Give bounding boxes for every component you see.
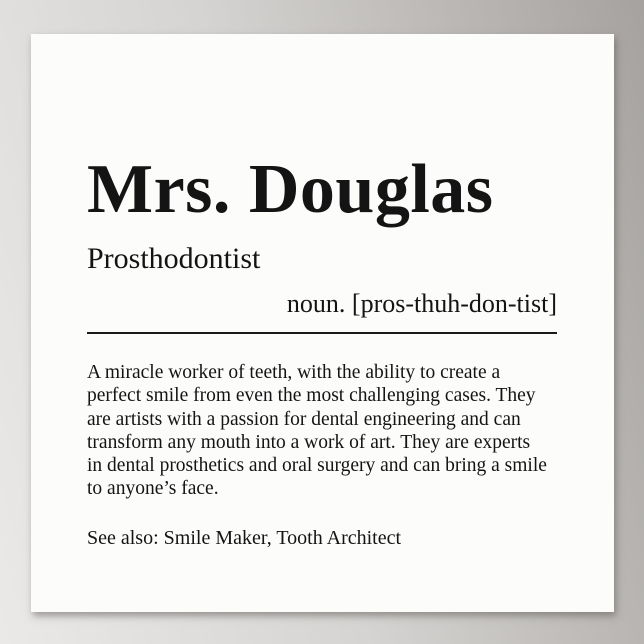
see-also-text: See also: Smile Maker, Tooth Architect bbox=[87, 527, 402, 549]
definition-poster bbox=[31, 34, 614, 612]
poster-subtitle: Prosthodontist bbox=[87, 242, 261, 275]
definition-line: are artists with a passion for dental engineering and can bbox=[87, 408, 521, 430]
pronunciation-text: noun. [pros-thuh-don-tist] bbox=[286, 289, 557, 318]
definition-line: in dental prosthetics and oral surgery and can bring a smile bbox=[87, 455, 547, 477]
poster-title: Mrs. Douglas bbox=[87, 151, 494, 228]
definition-line: to anyone’s face. bbox=[87, 478, 219, 500]
definition-line: transform any mouth into a work of art. They are experts bbox=[87, 431, 531, 453]
definition-line: perfect smile from even the most challenging cases. They bbox=[87, 385, 536, 407]
divider-rule bbox=[87, 332, 557, 334]
definition-paragraph bbox=[87, 361, 567, 501]
definition-line: A miracle worker of teeth, with the ability to create a bbox=[87, 362, 501, 383]
